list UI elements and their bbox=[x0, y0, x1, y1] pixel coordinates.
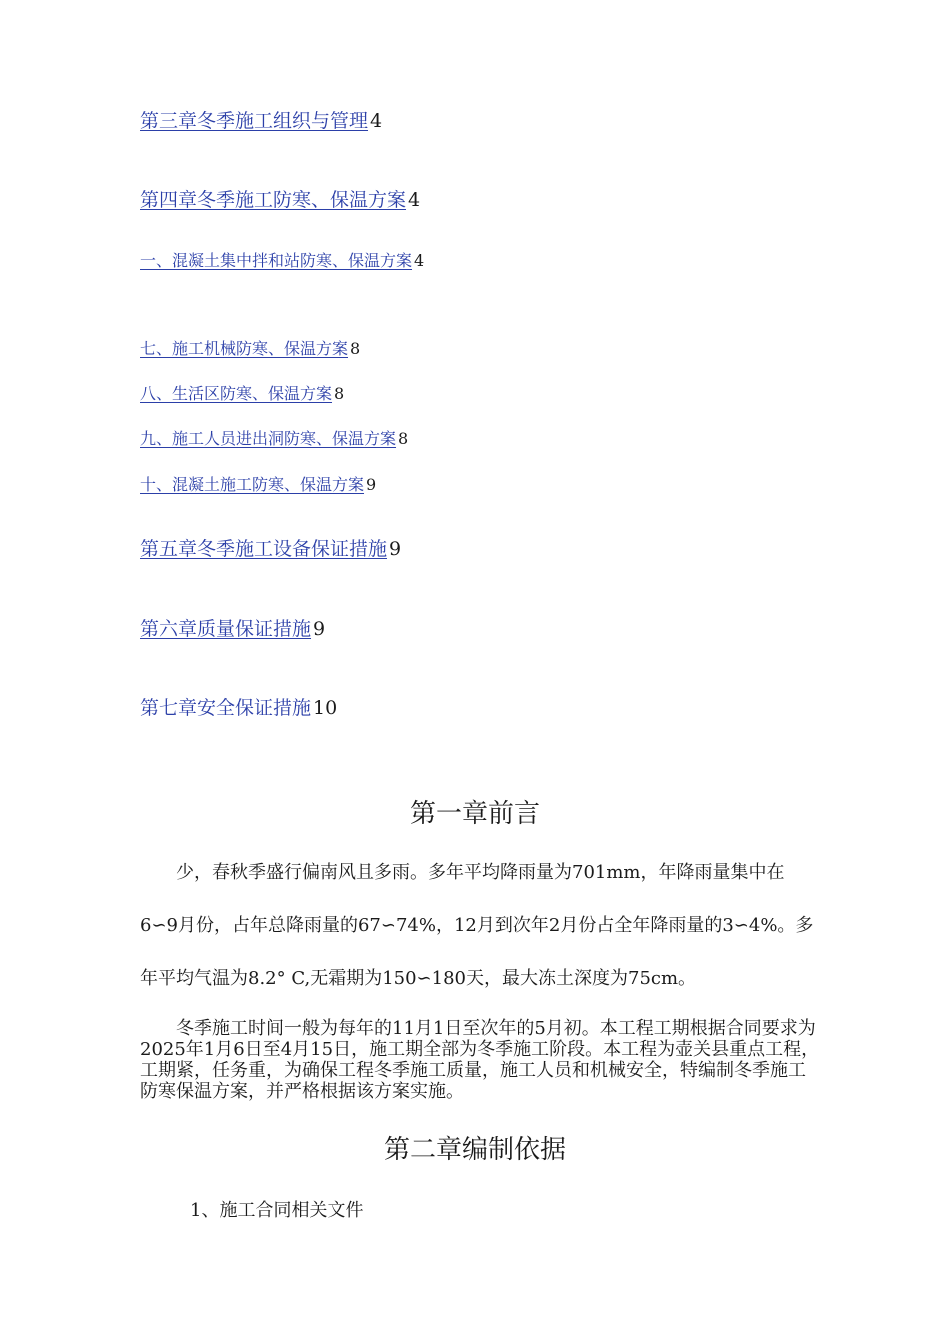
toc-link[interactable]: 八、生活区防寒、保温方案 bbox=[140, 384, 333, 403]
toc-link[interactable]: 第四章冬季施工防寒、保温方案 bbox=[140, 189, 407, 211]
toc-page-number: 4 bbox=[408, 189, 421, 211]
toc-link[interactable]: 第五章冬季施工设备保证措施 bbox=[140, 538, 388, 560]
toc-link[interactable]: 九、施工人员进出洞防寒、保温方案 bbox=[140, 429, 397, 448]
toc-item-section-1[interactable] bbox=[140, 253, 424, 269]
toc-item-chapter-5[interactable] bbox=[140, 540, 401, 559]
toc-link[interactable]: 一、混凝土集中拌和站防寒、保温方案 bbox=[140, 251, 413, 270]
toc-page-number: 9 bbox=[389, 538, 402, 560]
schedule-paragraph bbox=[140, 1018, 820, 1102]
toc-page-number: 4 bbox=[370, 110, 383, 132]
toc-page-number: 9 bbox=[366, 475, 377, 494]
toc-item-section-7[interactable] bbox=[140, 341, 360, 357]
chapter-1-heading: 第一章前言 bbox=[409, 799, 540, 829]
climate-paragraph-text: 少，春秋季盛行偏南风且多雨。多年平均降雨量为701mm，年降雨量集中在6∽9月份，占年总降雨量的67∽74%，12月到次年2月份占全年降雨量的3∽4%。多年平均气温为8.2° C,无霜期为150∽180天，最大冻土深度为75cm。 bbox=[140, 862, 814, 989]
toc-item-chapter-7[interactable] bbox=[140, 699, 337, 718]
toc-link[interactable]: 七、施工机械防寒、保温方案 bbox=[140, 339, 349, 358]
chapter-2-heading: 第二章编制依据 bbox=[383, 1135, 566, 1165]
toc-item-section-10[interactable] bbox=[140, 477, 376, 493]
toc-page-number: 8 bbox=[398, 429, 409, 448]
toc-item-section-9[interactable] bbox=[140, 431, 408, 447]
toc-page-number: 8 bbox=[334, 384, 345, 403]
toc-link[interactable]: 第七章安全保证措施 bbox=[140, 697, 312, 719]
toc-item-chapter-6[interactable] bbox=[140, 620, 325, 639]
toc-link[interactable]: 第三章冬季施工组织与管理 bbox=[140, 110, 369, 132]
toc-page-number: 10 bbox=[313, 697, 338, 719]
toc-page-number: 8 bbox=[350, 339, 361, 358]
toc-page-number: 4 bbox=[414, 251, 425, 270]
toc-item-section-8[interactable] bbox=[140, 386, 344, 402]
toc-item-chapter-4[interactable] bbox=[140, 191, 420, 210]
toc-link[interactable]: 第六章质量保证措施 bbox=[140, 618, 312, 640]
toc-item-chapter-3[interactable] bbox=[140, 112, 382, 131]
toc-link[interactable]: 十、混凝土施工防寒、保温方案 bbox=[140, 475, 365, 494]
toc-page-number: 9 bbox=[313, 618, 326, 640]
climate-paragraph bbox=[140, 846, 820, 1005]
schedule-paragraph-text: 冬季施工时间一般为每年的11月1日至次年的5月初。本工程工期根据合同要求为2025年1月6日至4月15日，施工期全部为冬季施工阶段。本工程为壶关县重点工程，工期紧，任务重，为确保工程冬季施工质量，施工人员和机械安全，特编制冬季施工防寒保温方案，并严格根据该方案实施。 bbox=[140, 1018, 820, 1102]
basis-list-item: 1、施工合同相关文件 bbox=[190, 1200, 364, 1221]
